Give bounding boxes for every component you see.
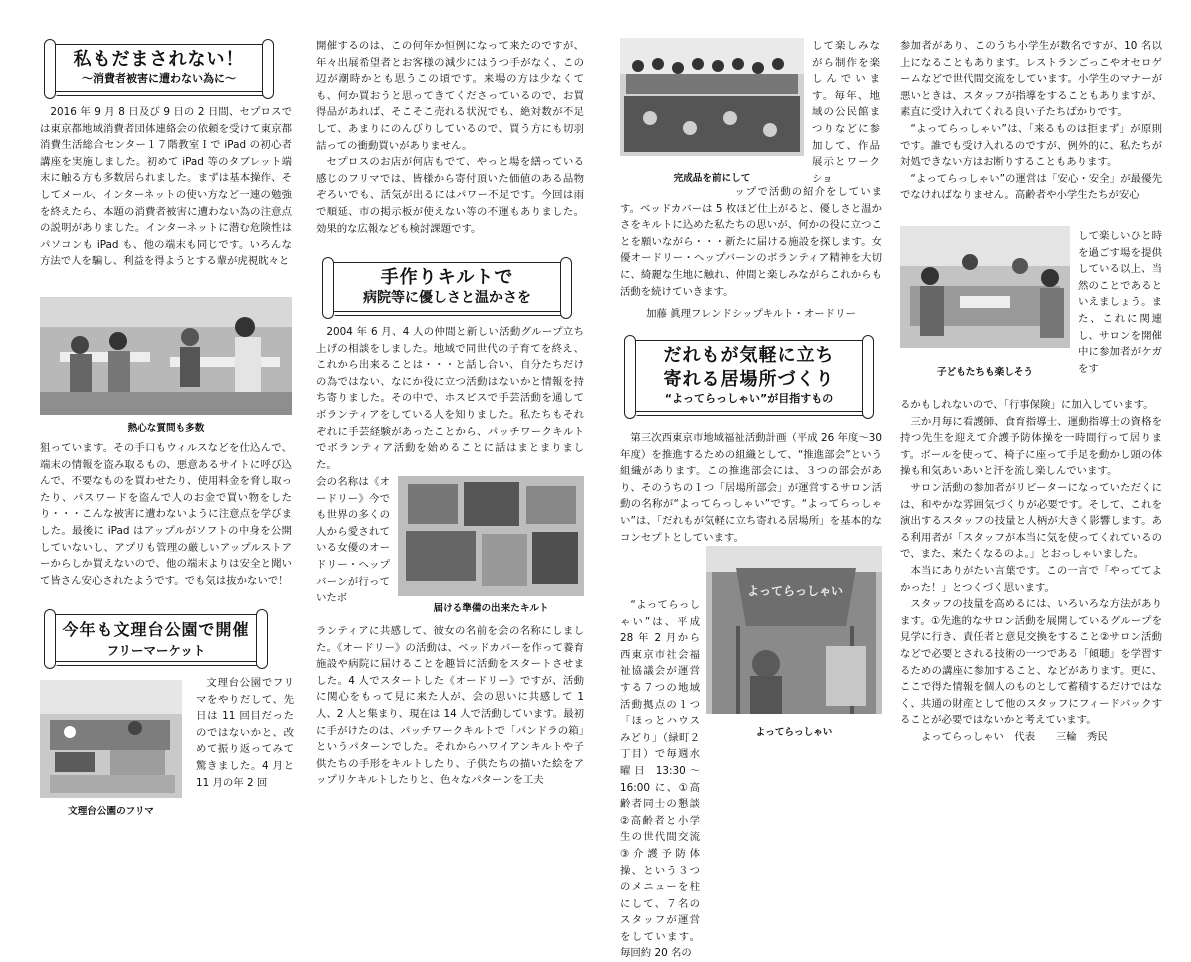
seminar-photo (40, 297, 292, 415)
article4-continued (900, 38, 1162, 204)
article4-paragraph: サロン活動の参加者がリピーターになっていただくには、和やかな雰囲気づくりが必要です。そして、これを演出するスタッフの技量と人柄が大きく影響します。ある利用者が「スタッフが本当に気を使ってくれているので、また、来たくなるのよ。」とおっしゃいました。 (900, 481, 1162, 561)
article4-paragraph: 本当にありがたい言葉です。この一言で「やっててよかった！」とつくづく思います。 (900, 564, 1162, 594)
quilts-photo (398, 476, 584, 596)
article4-paragraph: “よってらっしゃい”は、平成 28 年 2 月から西東京市社会福祉協議会が運営する７つの地域活動拠点の１つ「ほっとハウスみどり」（緑町２丁目）で毎週水曜日 13:30～16:00 に、①高齢者同士の懇談②高齢者と小学生の世代間交流③介護予防体操、という３つのメニューを柱にして、７名のスタッフが運営をしています。毎回約 20 名の (620, 599, 700, 960)
article4-wrap-text (1078, 228, 1162, 377)
quilts-photo-caption: 届ける準備の出来たキルト (433, 603, 549, 614)
article3-paragraph: ップで活動の紹介をしています。ベッドカバーは 5 枚ほど仕上がると、優しさと温かさをキルトに込めた私たちの思いが、何かの役に立つことを願いながら・・・新たに届ける施設を探します。女優オードリー・ヘップバーンのボランティア精神を大切に、綺麗な生地に触れ、仲間と楽しみながらこれからも活動を続けていきます。 (620, 186, 882, 298)
article1-title: 私もだまされない！ (73, 49, 245, 70)
article1-subtitle: ～消費者被害に遭わない為に～ (82, 72, 236, 85)
article3-paragraph: 会の名称は《オードリー》今でも世界の多くの人から愛されている女優のオードリー・ヘップバーンが行っていたボ (316, 476, 390, 605)
flea-market-photo (40, 680, 182, 798)
article1-body-bottom (40, 440, 292, 589)
article1-paragraph: 狙っています。その手口もウィルスなどを仕込んで、端末の情報を盗み取るもの、悪意あるサイトに呼び込んで、不要なものを買わせたり、使用料金を脅し取ったり、パスワードを盗んで人のお金で買い物をしたり・・・こんな被害に遭わないように注意点を学びました。最後に iPad はアップルがソフトの中身を公開していないし、アプリも管理の厳しいアップルストアーからしか買えないので、他の端末よりは安全と聞いて皆さん安心されたようです。でも気は抜かないで！ (40, 442, 292, 587)
article2-body (196, 675, 294, 791)
salon-sign-photo-caption: よってらっしゃい (755, 727, 833, 738)
quilt-group-photo-caption: 完成品を前にして (673, 173, 751, 184)
article3-banner (330, 262, 564, 312)
article4-signature: よってらっしゃい 代表 三輪 秀民 (920, 730, 1108, 743)
article3-body-end (620, 184, 882, 300)
article4-paragraph: るかもしれないので、「行事保険」に加入しています。 (900, 399, 1154, 411)
article4-title-line2: 寄れる居場所づくり (663, 369, 835, 390)
kids-salon-photo-caption: 子どもたちも楽しそう (937, 367, 1033, 378)
article3-body (316, 324, 584, 473)
article1-paragraph: セプロスのお店が何店もでて、やっと場を繕っている感じのフリマでは、皆様から寄付頂いた価値のある品物ぞろいでも、活気が出るにはパワー不足です。今回は雨で順延、市の掲示板が使えない等の不運もありました。効果的な広報なども検討課題です。 (316, 156, 584, 235)
article4-paragraph: “よってらっしゃい”の運営は「安心・安全」が最優先でなければなりません。高齢者や小学生たちが安心 (900, 172, 1162, 202)
article3-title: 手作りキルトで (380, 267, 514, 288)
flea-market-photo-caption: 文理台公園のフリマ (68, 806, 154, 817)
article1-paragraph: 2016 年 9 月 8 日及び 9 日の 2 日間、セプロスでは東京都地域消費者団体連絡会の依頼を受けて東京都消費生活総合センター１７階教室Ｉで iPad の初心者講座を実施しました。初めて iPad 等のタブレット端末に触る方も多数居られました。まずは基本操作、そしてメール、インターネットの使い方など一連の勉強を終えたら、本題の消費者被害に遭わない為の注意点の説明がありました。インターネットに潜む危険性はパソコンも iPad も、他の端末も同じです。いろんな方法で人を騙し、利益を得ようとする輩が虎視眈々と (40, 106, 292, 268)
article4-paragraph: 三か月毎に看護師、食育指導士、運動指導士の資格を持つ先生を迎えて介護予防体操を一時間行って居ります。ボールを使って、椅子に座って手足を動かし頭の体操も和気あいあいと汗を流し楽しんでいます。 (900, 415, 1162, 478)
article1-paragraph: 開催するのは、この何年か恒例になって来たのですが、年々出展希望者とお客様の減少にはうつ手がなく、この辺が潮時かとも思うこの頃です。来場の方は少なくても、何か買おうと思ってきてくださっているので、お買得品があれば、そこそこ売れる状況でも、絶対数が不足して、あまりにのんびりしているので、買う方にも切羽詰っての衝動買いがありません。 (316, 40, 584, 152)
article4-paragraph: して楽しいひと時を過ごす場を提供している以上、当然のことであるといえましょう。また、これに関連し、サロンを開催中に参加者がケガをす (1078, 230, 1162, 375)
article4-title: だれもが気軽に立ち (663, 345, 835, 366)
article2-banner (52, 614, 260, 662)
quilt-group-photo (620, 38, 804, 156)
article4-banner (632, 340, 866, 412)
article4-subtitle: “よってらっしゃい”が目指すもの (664, 392, 834, 405)
article2-title: 今年も文理台公園で開催 (62, 620, 250, 639)
article1-body-top (40, 104, 292, 270)
article4-body (620, 430, 882, 546)
article3-wrap-text (316, 474, 390, 607)
article3-body-continued (316, 623, 584, 789)
article1-banner (52, 44, 266, 92)
article4-body-end (900, 397, 1162, 745)
salon-sign-text: よってらっしゃい (746, 584, 843, 598)
article4-paragraph: 第三次西東京市地域福祉活動計画（平成 26 年度～30 年度）を推進するための組織として、“推進部会”という組織があります。この推進部会には、３つの部会があり、そのうちの１つ「居場所部会」が運営するサロン活動の名称が“よってらっしゃい”です。“よってらっしゃい”は、「だれもが気軽に立ち寄れる居場所」を基本的なコンセプトとしています。 (620, 432, 882, 544)
article3-paragraph: して楽しみながら制作を楽しんでいます。毎年、地域の公民館まつりなどに参加して、作品展示とワークショ (812, 40, 880, 185)
article3-wrap-text-2 (812, 38, 880, 187)
kids-salon-photo (900, 226, 1070, 348)
article2-paragraph: 文理台公園でフリマをやりだして、先日は 11 回目だったのではないかと、改めて振り返ってみて驚きました。4 月と 11 月の年 2 回 (196, 677, 294, 789)
article4-body-wrap (620, 597, 700, 962)
seminar-photo-caption: 熱心な質問も多数 (127, 423, 205, 434)
article1-continued (316, 38, 584, 237)
article3-paragraph: ランティアに共感して、彼女の名前を会の名称にしました。《オードリー》の活動は、ベッドカバーを作って養育施設や病院に届けることを趣旨に活動をスタートさせました。4 人でスタートした《オードリー》ですが、活動に関心をもって見に来た人が、会の思いに共感して 1 人、2 人と集まり、現在は 14 人で活動しています。最初に手がけたのは、パッチワークキルトで「パンドラの箱」というパターンでした。それからハワイアンキルトや子供たちの手形をキルトしたり、子供たちの描いた絵をアップリケキルトしたりと、色々なパターンを工夫 (316, 625, 584, 787)
article3-signature: 加藤 眞理フレンドシップキルト・オードリー (646, 308, 856, 320)
article4-paragraph: スタッフの技量を高めるには、いろいろな方法があります。①先進的なサロン活動を展開しているグループを見学に行き、責任者と意見交換をすること②サロン活動などで必要とされる技術の一つである「傾聴」を学習するための講座に参加すること、などがあります。更に、ここで得た情報を個人のものとして蓄積するだけではなく、共通の財産として他のスタッフにフィードバックすることが必要ではないかと考えています。 (900, 598, 1162, 727)
article4-paragraph: 参加者があり、このうち小学生が数名ですが、10 名以上になることもあります。レストランごっこやオセロゲームなどで世代間交流をしています。小学生のマナーが悪いときは、スタッフが指導をすることもありますが、素直に受け入れてくれる良い子たちばかりです。 (900, 40, 1162, 119)
article3-subtitle: 病院等に優しさと温かさを (363, 290, 531, 306)
salon-sign-photo (706, 546, 882, 714)
article2-subtitle: フリーマーケット (106, 643, 206, 658)
article3-paragraph: 2004 年 6 月、4 人の仲間と新しい活動グループ立ち上げの相談をしました。地域で同世代の子育てを終え、これから出来ることは・・・と話し合い、自分たちだけの為ではない、なにか役に立つ活動はないかと情報を持ち寄りました。その中で、ホスピスで手芸活動を通してボランティアをしている人を知りました。私たちもそれぞれに手芸経験があったことから、パッチワークキルトでボランティア活動を始めることに話はまとまりました。 (316, 326, 584, 471)
article4-paragraph: “よってらっしゃい”は、「来るものは拒まず」が原則です。誰でも受け入れるのですが、例外的に、私たちが対処できない方はお断りすることもあります。 (900, 122, 1162, 169)
